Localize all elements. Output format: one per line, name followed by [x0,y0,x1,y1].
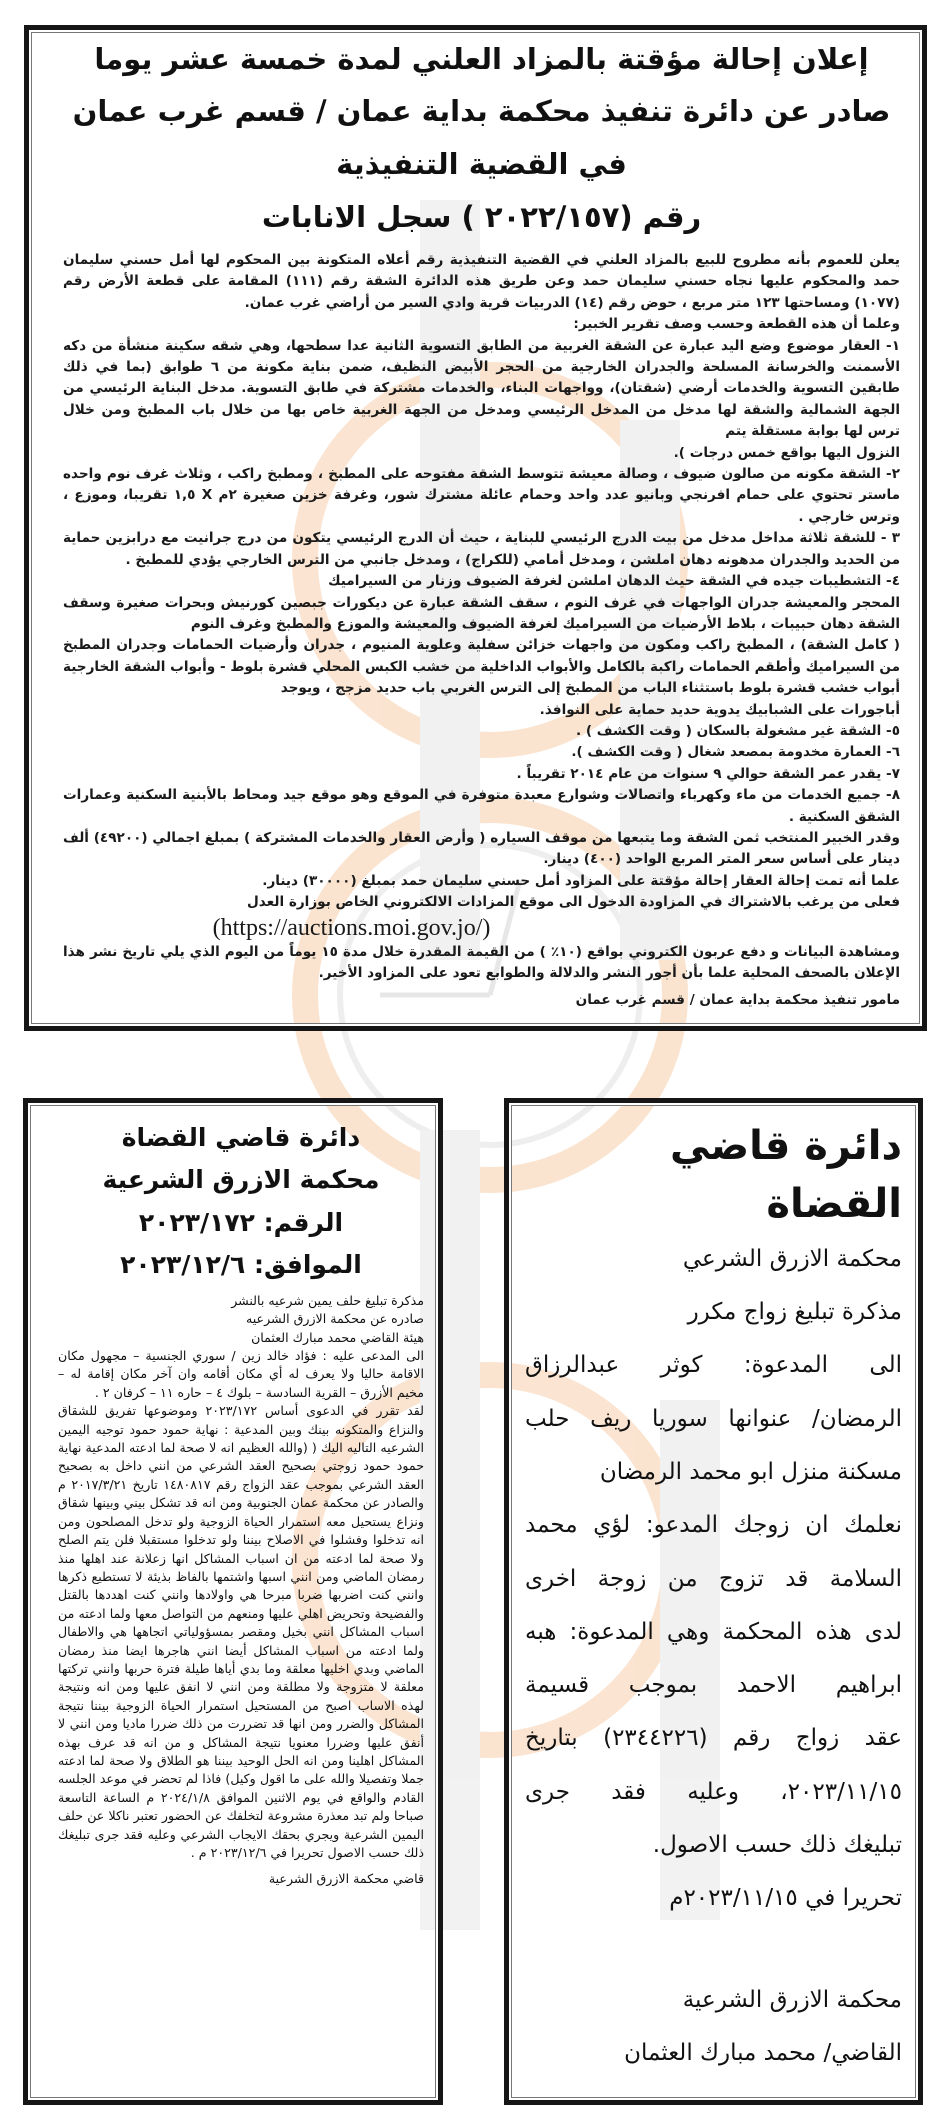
department-title: دائرة قاضي القضاة [669,1122,902,1227]
signature-judge: القاضي/ محمد مبارك العثمان [624,2039,902,2066]
notice-signature: مامور تنفيذ محكمة بداية عمان / قسم غرب عمان [575,992,900,1009]
text-line: محكمة الازرق الشرعي [682,1245,902,1272]
text-line: لدى هذه المحكمة وهي المدعوة: هبه [525,1618,902,1645]
text-line: السلامة قد تزوج من زوجة اخرى [525,1565,902,1592]
paragraph: النزول اليها بواقع خمس درجات ). [673,444,900,461]
text-line: نعلمك ان زوجك المدعو: لؤي محمد [525,1512,902,1539]
court-name: محكمة الازرق الشرعية [102,1165,380,1195]
paragraph: ومشاهدة البيانات و دفع عربون الكتروني بواقع (١٠٪ ) من القيمة المقدرة خلال مدة ١٥ يوماً من اليوم الذي يلي تاريخ نشر هذا الإعلان بالصحف المحلية علما بأن أجور النشر والدلالة والطوابع تعود على المزاود الأخير. [63,943,900,981]
notice-signature: قاضي محكمة الازرق الشرعية [268,1871,424,1887]
intro-line: هيئة القاضي محمد مبارك العثمان [251,1329,424,1345]
signature-court: محكمة الازرق الشرعية [682,1986,902,2013]
notice-date: الموافق: ٢٠٢٣/١٢/٦ [120,1250,362,1280]
notice-body [58,1292,424,1889]
paragraph: ٢- الشقة مكونه من صالون ضيوف ، وصالة معيشة تتوسط الشقة مفتوحه على المطبخ ، ومطبخ راكب ، وثلاث غرف نوم واحده ماستر تحتوي على حمام افرنجي وبانيو عدد واحد وحمام عائلة مشترك شور، وغرفة خزين صغيرة ٢م X ١,٥ تقريبا، وموزع ، وترس خارجي . [63,466,901,525]
text-line: عقد زواج رقم (٢٣٤٤٢٢٦) بتاريخ [525,1725,902,1752]
notice-case-type: في القضية التنفيذية [336,147,627,181]
reference-number: الرقم: ٢٠٢٣/١٧٢ [138,1207,344,1237]
notice-body [63,250,900,1012]
paragraph: فعلى من يرغب بالاشتراك في المزاودة الدخول الى موقع المزادات الالكتروني الخاص بوزارة العدل [247,894,900,911]
paragraph: أباجورات على الشبابيك يدوية حديد حماية على النوافذ. [539,701,900,718]
paragraph: وقدر الخبير المنتخب ثمن الشقة وما يتبعها من موقف السياره ( وأرض العقار والخدمات المشتركة ) بمبلغ اجمالي (٤٩٢٠٠) ألف دينار على أساس سعر المتر المربع الواحد (٤٠٠) دينار. [63,829,900,868]
marriage-notice [504,1098,923,2105]
notice-issuer: صادر عن دائرة تنفيذ محكمة بداية عمان / قسم غرب عمان [72,94,891,128]
paragraph: ٨- جميع الخدمات من ماء وكهرباء واتصالات وشوارع معبدة متوفرة في الموقع وهو موقع جيد ومحاط بالأبنية السكنية وعمارات الشقق السكنية . [63,787,900,825]
paragraph: ( كامل الشقة) ، المطبخ راكب ومكون من واجهات خزائن سفلية وعلوية المنيوم ، جدران وأرضيات الحمامات وجدران المطبخ من السيراميك وأطقم الحمامات راكبة بالكامل والأبواب الداخلية من خشب الكبس المحلي قشرة بلوط - وأبواب الشقة الخارجية أبواب خشب قشرة بلوط باستثناء الباب من المطبخ إلى الترس الغربي باب حديد مزجج ، ويوجد [63,637,900,697]
department-title: دائرة قاضي القضاة [121,1122,361,1152]
bottom-notices-row [0,1098,952,2105]
text-line: الرمضان/ عنوانها سوريا ريف حلب [525,1405,902,1432]
text-line: تبليغك ذلك حسب الاصول. [652,1832,902,1859]
auction-url-link[interactable]: (https://auctions.moi.gov.jo/) [212,914,491,941]
paragraph: ٧- يقدر عمر الشقة حوالي ٩ سنوات من عام ٢٠١٤ تقريباً . [516,765,900,782]
paragraph: ٤- التشطيبات جيده في الشقة حيث الدهان املشن لغرفة الضيوف وزنار من السيراميك [328,573,900,590]
paragraph: يعلن للعموم بأنه مطروح للبيع بالمزاد العلني في القضية التنفيذية رقم أعلاه المتكونة بين المحكوم لها أمل حسني سليمان حمد والمحكوم عليها نجاه حسني سليمان حمد وعن طريق هذه الدائرة الشقة رقم (١١١) المقامة على قطعة الأرض رقم (١٠٧٧) ومساحتها ١٢٣ متر مربع ، حوض رقم (١٤) الدربيات قرية وادي السير من أراضي غرب عمان. [63,252,900,311]
paragraph: لقد تقرر في الدعوى أساس ٢٠٢٣/١٧٢ وموضوعها تفريق للشقاق والنزاع والمتكونه بينك وبين المدعية : نهاية حمود حمود توجيه اليمين الشرعيه التاليه اليك ( (والله العظيم انه لا صحة لما ادعته المدعية نهاية حمود حمود زوجتي بصحيح العقد الشرعي من انني داخل به بصحيح العقد الشرعي بموجب عقد الزواج رقم ١٤٨٠٨١٧ تاريخ ٢٠١٧/٣/٢١ م والصادر عن محكمة عمان الجنوبية ومن انه قد تشكل بيني وبينها شقاق ونزاع يستحيل معه استمرار الحياة الزوجية ولو تدخل المصلحون ومن انه تدخلوا وفشلوا في الاصلاح بيننا ولو تدخلوا مستقبلا فلن يتم الصلح ولا صحة لما ادعته من ان اسباب المشاكل انها زعلانة عند اهلها منذ رمضان الماضي ومن انني اسبها واشتمها بالفاظ بذيئة لا تستطيع ذكرها وانني كنت اضربها ضربا مبرحا هي واولادها وانني كنت اهددها بالقتل والفضيحة وتحريض اهلي عليها ومنعهم من التواصل معها ولما ادعته من اسباب المشاكل انني بخيل ومقصر بمسؤولياتي اتجاهها هي والاطفال ولما ادعته من اسباب المشاكل أيضا انني هاجرها ايضا منذ رمضان الماضي وبدي اخليها معلقة وما بدي أياها طيلة فترة حربها وانني تركتها معلقة لا متزوجة ولا مطلقة ومن انني لا انفق عليها ومن انه ونتيجة لهذه الاساب اصبح من المستحيل استمرار الحياة الزوجية بيننا نتيجة المشاكل والضرر ومن انها قد تضررت من ذلك ضررا ماديا ومن انني لا أنفق عليها وضررا معنويا نتيجة المشاكل و من انه قد عرف بهذه المشاكل اهلينا ومن انه الحل الوحيد بيننا هو الطلاق ولا صحة لما ادعته جملا وتفصيلا والله على ما اقول وكيل) فاذا لم تحضر في موعد الجلسه القادم والواقع في يوم الاثنين الموافق ٢٠٢٤/١/٨ م الساعة التاسعة صباحا ولم تبد معذرة مشروعة لتخلفك عن الحضور تعتبر ناكلا عن حلف اليمين الشرعية ويجري بحقك الايجاب الشرعي وعليه فقد جرى تبليغك ذلك حسب الاصول تحريرا في ٢٠٢٣/١٢/٦ م . [58,1403,424,1860]
text-line: مسكنة منزل ابو محمد الرمضان [599,1459,902,1485]
notice-title: إعلان إحالة مؤقتة بالمزاد العلني لمدة خمسة عشر يوما [94,42,869,76]
auction-notice [24,25,927,1031]
notice-case-number: رقم (٢٠٢٢/١٥٧ ) سجل الانابات [261,200,702,234]
text-line: تحريرا في ٢٠٢٣/١١/١٥م [669,1885,902,1912]
paragraph: وعلما أن هذه القطعة وحسب وصف تقرير الخبير: [573,316,900,333]
intro-line: مذكرة تبليغ حلف يمين شرعيه بالنشر [231,1292,424,1308]
paragraph: علما أنه تمت إحالة العقار إحالة مؤقتة على المزاود أمل حسني سليمان حمد بمبلغ (٣٠٠٠٠) دينار. [262,872,900,889]
paragraph: ٥- الشقة غير مشغولة بالسكان ( وقت الكشف ) . [575,722,900,739]
paragraph: ٦- العمارة مخدومة بمصعد شغال ( وقت الكشف ). [571,744,900,761]
text-line: ٢٠٢٣/١١/١٥، وعليه فقد جرى [525,1778,902,1805]
oath-summons-notice [23,1098,443,2105]
text-line: مذكرة تبليغ زواج مكرر [687,1299,902,1326]
text-line: ابراهيم الاحمد بموجب قسيمة [525,1672,902,1699]
paragraph: المحجر والمعيشة جدران الواجهات في غرف النوم ، سقف الشقة عبارة عن ديكورات جبصين كورنيش وبحرات صغيرة وسقف الشقة دهان حبيبات ، بلاط الأرضيات من السيراميك لغرفة الضيوف والمعيشة والموزع والمطبخ وغرف النوم [63,594,900,632]
paragraph: ٣ - للشقة ثلاثة مداخل مدخل من بيت الدرج الرئيسي للبناية ، حيث أن الدرج الرئيسي يتكون من درج جرانيت مع درابزين حماية من الحديد والجدران مدهونه دهان املشن ، ومدخل أمامي (للكراج) ، ومدخل جانبي من الترس الخارجي يؤدي للمطبخ . [63,530,900,568]
paragraph: الى المدعى عليه : فؤاد خالد زين / سوري الجنسية – مجهول مكان الاقامة حاليا ولا يعرف له أي مكان أقامه وان آخر مكان إقامة له – مخيم الأزرق – القرية السادسة – بلوك ٤ – حاره ١١ – كرفان ٢ . [58,1348,424,1400]
paragraph: ١- العقار موضوع وضع اليد عبارة عن الشقة الغربية من الطابق التسوية الثانية عدا سطحها، وهي شقه سكينة منشأة من دكه الأسمنت والخرسانة المسلحة والجدران الخارجية من الحجر الأبيض النظيف، ضمن بناية مكونة من ٦ طوابق (بما في ذلك طابقين التسوية والخدمات أرضي (شقتان)، وواجهات البناء، والخدمات مشتركة في طابق التسوية. مدخل البناية الرئيسي من الجهة الشمالية والشقة لها مدخل من المدخل الرئيسي ومدخل من الجهة الغربية خاص بها من خلال باب المطبخ ومن خلال ترس لها بوابة مستقلة يتم [63,337,900,440]
intro-line: صادره عن محكمة الازرق الشرعيه [246,1311,424,1327]
text-line: الى المدعوة: كوثر عبدالرزاق [525,1352,902,1379]
